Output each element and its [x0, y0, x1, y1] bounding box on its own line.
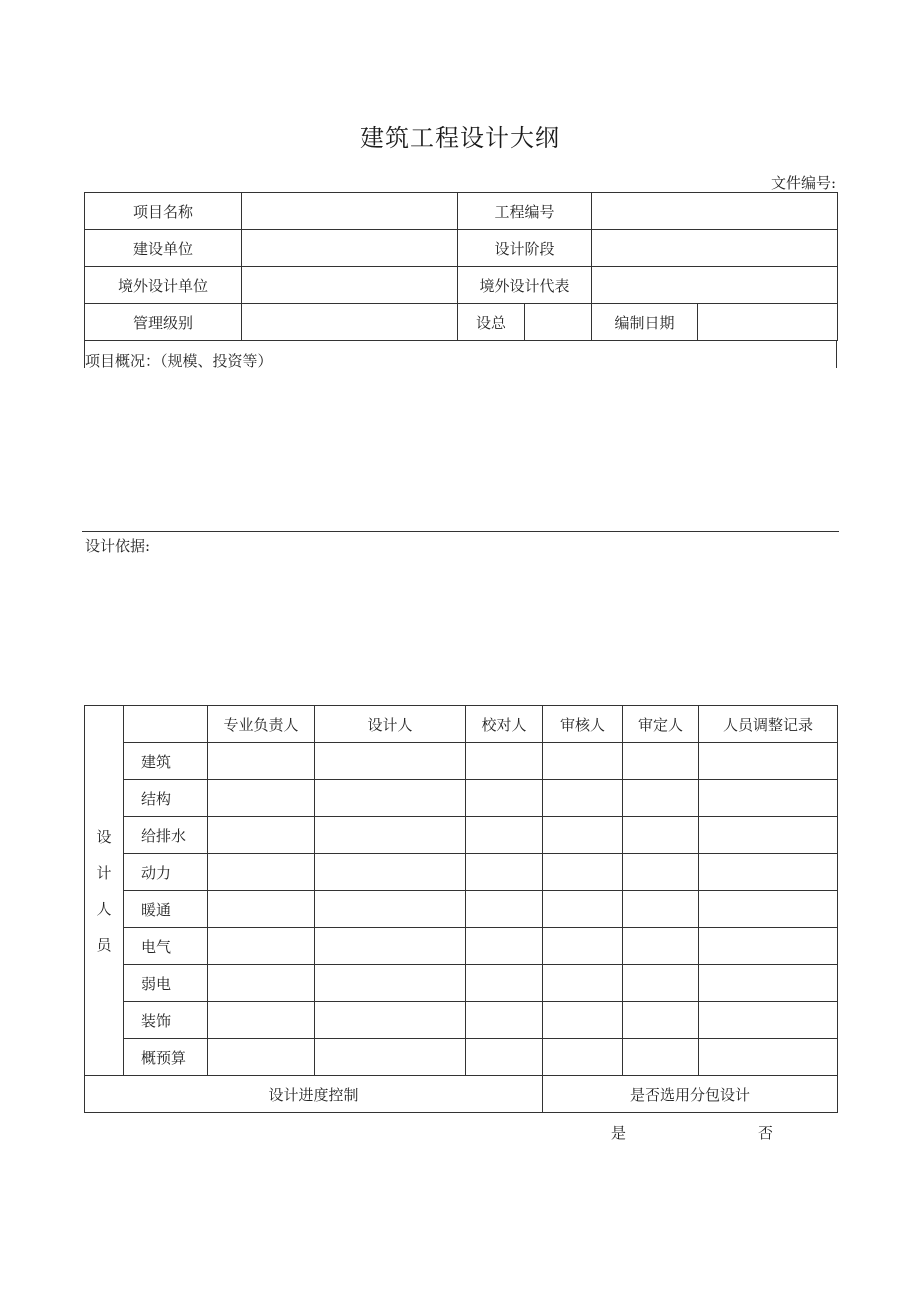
project-no-field[interactable] [592, 193, 838, 230]
staff-entry-cell[interactable] [315, 817, 466, 854]
table-row [85, 817, 838, 854]
section-divider [82, 531, 839, 532]
discipline-label: 结构 [124, 780, 208, 817]
design-stage-label: 设计阶段 [458, 230, 592, 267]
staff-entry-cell[interactable] [699, 817, 838, 854]
staff-entry-cell[interactable] [699, 780, 838, 817]
staff-entry-cell[interactable] [543, 928, 623, 965]
project-name-field[interactable] [242, 193, 458, 230]
side-char: 计 [96, 863, 112, 882]
staff-entry-cell[interactable] [208, 817, 315, 854]
staff-entry-cell[interactable] [699, 928, 838, 965]
table-row [85, 854, 838, 891]
discipline-label: 弱电 [124, 965, 208, 1002]
staff-entry-cell[interactable] [623, 1039, 699, 1076]
discipline-label: 装饰 [124, 1002, 208, 1039]
column-header: 专业负责人 [208, 706, 315, 743]
staff-entry-cell[interactable] [699, 854, 838, 891]
staff-entry-cell[interactable] [208, 891, 315, 928]
discipline-header [124, 706, 208, 743]
staff-entry-cell[interactable] [543, 1002, 623, 1039]
side-char: 员 [96, 935, 112, 954]
column-header: 人员调整记录 [699, 706, 838, 743]
table-row [85, 928, 838, 965]
subcontract-label: 是否选用分包设计 [543, 1076, 838, 1113]
compile-date-field[interactable] [698, 304, 838, 341]
overseas-rep-field[interactable] [592, 267, 838, 304]
table-row [85, 267, 838, 304]
table-row [85, 304, 838, 341]
staff-entry-cell[interactable] [623, 928, 699, 965]
staff-entry-cell[interactable] [315, 928, 466, 965]
staff-entry-cell[interactable] [699, 965, 838, 1002]
client-field[interactable] [242, 230, 458, 267]
table-row [85, 891, 838, 928]
table-row [85, 230, 838, 267]
staff-entry-cell[interactable] [315, 891, 466, 928]
staff-entry-cell[interactable] [699, 891, 838, 928]
table-row [85, 193, 838, 230]
discipline-label: 建筑 [124, 743, 208, 780]
staff-entry-cell[interactable] [623, 817, 699, 854]
staff-entry-cell[interactable] [543, 965, 623, 1002]
staff-entry-cell[interactable] [543, 854, 623, 891]
staff-entry-cell[interactable] [466, 743, 543, 780]
column-header: 审定人 [623, 706, 699, 743]
staff-entry-cell[interactable] [315, 780, 466, 817]
staff-entry-cell[interactable] [466, 817, 543, 854]
staff-entry-cell[interactable] [208, 965, 315, 1002]
staff-entry-cell[interactable] [315, 965, 466, 1002]
discipline-label: 动力 [124, 854, 208, 891]
staff-entry-cell[interactable] [466, 1002, 543, 1039]
overseas-rep-label: 境外设计代表 [458, 267, 592, 304]
staff-entry-cell[interactable] [315, 1039, 466, 1076]
staff-entry-cell[interactable] [466, 1039, 543, 1076]
design-chief-field[interactable] [525, 304, 592, 341]
table-row [85, 1076, 838, 1113]
discipline-label: 电气 [124, 928, 208, 965]
document-number-label: 文件编号: [770, 174, 836, 192]
staff-entry-cell[interactable] [208, 928, 315, 965]
design-basis-label: 设计依据: [85, 537, 151, 555]
side-char: 设 [96, 827, 112, 846]
staff-entry-cell[interactable] [543, 817, 623, 854]
table-row [85, 1002, 838, 1039]
staff-entry-cell[interactable] [466, 780, 543, 817]
progress-control-label: 设计进度控制 [85, 1076, 543, 1113]
staff-entry-cell[interactable] [543, 891, 623, 928]
overseas-unit-field[interactable] [242, 267, 458, 304]
mgmt-level-label: 管理级别 [85, 304, 242, 341]
staff-entry-cell[interactable] [699, 1039, 838, 1076]
staff-entry-cell[interactable] [466, 854, 543, 891]
staff-entry-cell[interactable] [623, 780, 699, 817]
staff-entry-cell[interactable] [208, 743, 315, 780]
project-no-label: 工程编号 [458, 193, 592, 230]
discipline-label: 暖通 [124, 891, 208, 928]
table-row [85, 780, 838, 817]
table-header-row [85, 706, 838, 743]
staff-entry-cell[interactable] [623, 965, 699, 1002]
column-header: 设计人 [315, 706, 466, 743]
mgmt-level-field[interactable] [242, 304, 458, 341]
compile-date-label: 编制日期 [592, 304, 698, 341]
page-title: 建筑工程设计大纲 [360, 124, 560, 152]
staff-entry-cell[interactable] [466, 928, 543, 965]
discipline-label: 给排水 [124, 817, 208, 854]
design-staff-table [84, 705, 838, 1113]
project-overview-label: 项目概况：（规模、投资等） [85, 352, 273, 370]
project-name-label: 项目名称 [85, 193, 242, 230]
overview-right-border [836, 341, 837, 368]
staff-entry-cell[interactable] [208, 780, 315, 817]
table-row [85, 1039, 838, 1076]
staff-entry-cell[interactable] [699, 743, 838, 780]
staff-entry-cell[interactable] [466, 965, 543, 1002]
staff-entry-cell[interactable] [699, 1002, 838, 1039]
staff-entry-cell[interactable] [543, 743, 623, 780]
staff-entry-cell[interactable] [208, 854, 315, 891]
staff-entry-cell[interactable] [315, 1002, 466, 1039]
staff-entry-cell[interactable] [208, 1002, 315, 1039]
staff-entry-cell[interactable] [623, 743, 699, 780]
staff-entry-cell[interactable] [208, 1039, 315, 1076]
design-stage-field[interactable] [592, 230, 838, 267]
client-label: 建设单位 [85, 230, 242, 267]
column-header: 审核人 [543, 706, 623, 743]
table-row [85, 965, 838, 1002]
staff-entry-cell[interactable] [623, 1002, 699, 1039]
staff-entry-cell[interactable] [623, 891, 699, 928]
design-staff-side-label [85, 706, 124, 1076]
staff-entry-cell[interactable] [315, 743, 466, 780]
table-row [85, 743, 838, 780]
staff-entry-cell[interactable] [543, 780, 623, 817]
staff-entry-cell[interactable] [466, 891, 543, 928]
project-info-table [84, 192, 838, 341]
design-chief-label: 设总 [458, 304, 525, 341]
staff-entry-cell[interactable] [315, 854, 466, 891]
staff-entry-cell[interactable] [543, 1039, 623, 1076]
yes-option[interactable]: 是 [611, 1124, 627, 1142]
overseas-unit-label: 境外设计单位 [85, 267, 242, 304]
side-char: 人 [96, 899, 112, 918]
discipline-label: 概预算 [124, 1039, 208, 1076]
no-option[interactable]: 否 [758, 1124, 774, 1142]
column-header: 校对人 [466, 706, 543, 743]
staff-entry-cell[interactable] [623, 854, 699, 891]
